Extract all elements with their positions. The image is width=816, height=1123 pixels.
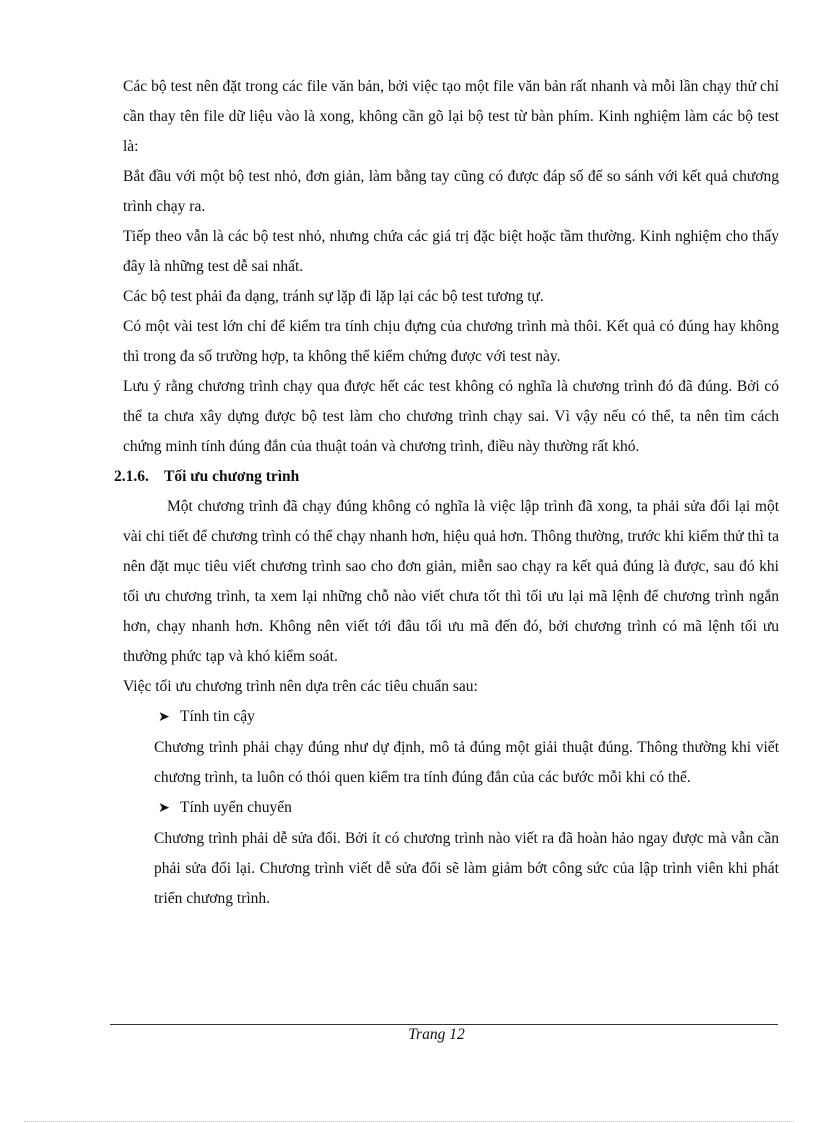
section-number: 2.1.6.	[114, 468, 149, 485]
section-heading	[114, 462, 779, 492]
paragraph-note: Lưu ý rằng chương trình chạy qua được hết các test không có nghĩa là chương trình đó đã đúng. Bởi có thể ta chưa xây dựng được bộ test làm cho chương trình chạy sai. Vì vậy nếu có thể, ta nên tìm cách chứng minh tính đúng đắn của thuật toán và chương trình, điều này thường rất khó.	[123, 378, 779, 455]
footer-divider	[110, 1024, 778, 1025]
arrowhead-bullet-icon: ➤	[158, 710, 170, 725]
paragraph-special-values: Tiếp theo vẫn là các bộ test nhỏ, nhưng chứa các giá trị đặc biệt hoặc tầm thường. Kinh nghiệm cho thấy đây là những test dễ sai nhất.	[123, 228, 779, 275]
page-content	[114, 72, 779, 914]
paragraph-diverse-tests: Các bộ test phải đa dạng, tránh sự lặp đi lặp lại các bộ test tương tự.	[123, 288, 544, 305]
paragraph-test-files: Các bộ test nên đặt trong các file văn bản, bởi việc tạo một file văn bản rất nhanh và mỗi lần chạy thử chỉ cần thay tên file dữ liệu vào là xong, không cần gõ lại bộ test từ bàn phím. Kinh nghiệm làm các bộ test là:	[123, 78, 779, 155]
arrowhead-bullet-icon: ➤	[158, 801, 170, 816]
criterion-text: Chương trình phải chạy đúng như dự định, mô tả đúng một giải thuật đúng. Thông thường khi viết chương trình, ta luôn có thói quen kiểm tra tính đúng đắn của các bước mỗi khi có thể.	[154, 739, 779, 786]
criterion-text: Chương trình phải dễ sửa đổi. Bởi ít có chương trình nào viết ra đã hoàn hảo ngay được mà vẫn cần phải sửa đổi lại. Chương trình viết dễ sửa đổi sẽ làm giảm bớt công sức của lập trình viên khi phát triển chương trình.	[154, 830, 779, 907]
section-title: Tối ưu chương trình	[164, 468, 300, 485]
paragraph-criteria-intro: Việc tối ưu chương trình nên dựa trên các tiêu chuẩn sau:	[123, 678, 478, 695]
paragraph-large-tests: Có một vài test lớn chỉ để kiểm tra tính chịu đựng của chương trình mà thôi. Kết quả có đúng hay không thì trong đa số trường hợp, ta không thể kiểm chứng được với test này.	[123, 318, 779, 365]
page-number: Trang 12	[408, 1026, 465, 1043]
criterion-label: Tính tin cậy	[180, 708, 255, 725]
criterion-label: Tính uyển chuyển	[180, 799, 292, 816]
paragraph-optimize-intro: Một chương trình đã chạy đúng không có nghĩa là việc lập trình đã xong, ta phải sửa đổi lại một vài chi tiết để chương trình có thể chạy nhanh hơn, hiệu quả hơn. Thông thường, trước khi kiểm thử thì ta nên đặt mục tiêu viết chương trình sao cho đơn giản, miễn sao chạy ra kết quả đúng là được, sau đó khi tối ưu chương trình, ta xem lại những chỗ nào viết chưa tốt thì tối ưu lại mã lệnh để chương trình ngắn hơn, chạy nhanh hơn. Không nên viết tới đâu tối ưu mã đến đó, bởi chương trình có mã lệnh tối ưu thường phức tạp và khó kiểm soát.	[123, 498, 779, 665]
criterion-heading	[158, 793, 779, 824]
page-bottom-dotted-line	[24, 1121, 794, 1122]
paragraph-small-test: Bắt đầu với một bộ test nhỏ, đơn giản, làm bằng tay cũng có được đáp số để so sánh với kết quả chương trình chạy ra.	[123, 168, 779, 215]
criterion-heading	[158, 702, 779, 733]
